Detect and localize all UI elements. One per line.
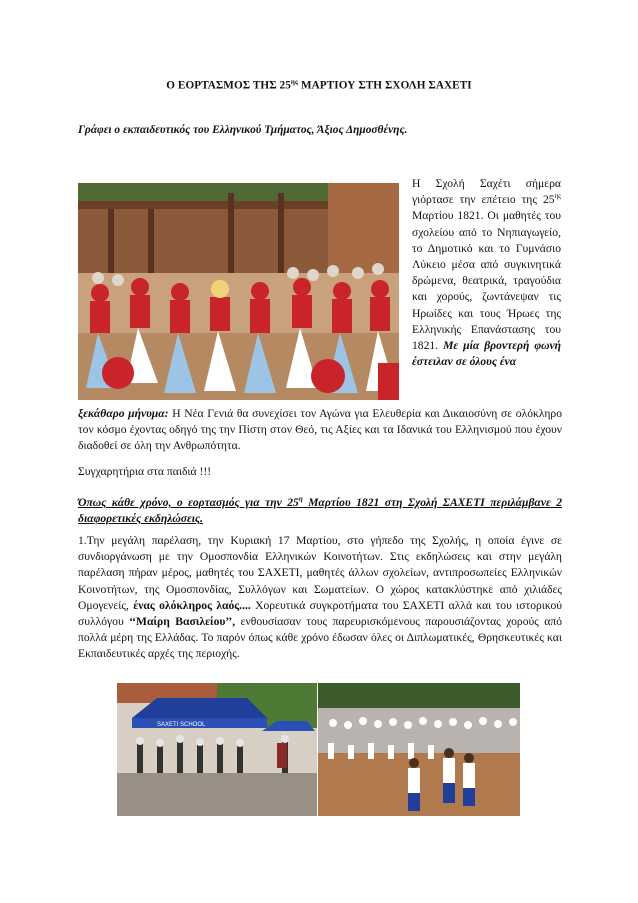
- students-field-photo: [318, 683, 520, 816]
- message-paragraph: ξεκάθαρο μήνυμα: Η Νέα Γενιά θα συνεχίσει τον Αγώνα για Ελευθερία και Δικαιοσύνη σε ολόκληρο τον κόσμο έχοντας οδηγό της την Πίστη στον Θεό, τις Αξίες και τα Ιδανικά του Ελληνισμού που έχουν διαδοθεί σε όλη την Ανθρωπότητα.: [78, 407, 562, 453]
- author-byline: Γράφει ο εκπαιδευτικός του Ελληνικού Τμήματος, Άξιος Δημοσθένης.: [78, 124, 408, 136]
- congratulations-line: Συγχαρητήρια στα παιδιά !!!: [78, 465, 212, 478]
- tent-sign: SAXETI SCHOOL: [157, 722, 206, 728]
- dance-photo: [78, 183, 399, 400]
- page-title: Ο ΕΟΡΤΑΣΜΟΣ ΤΗΣ $25^{\eta\varsigma}$ ΜΑΡΤΙΟΥ ΣΤΗ ΣΧΟΛΗ ΣΑΧΕΤΙ: [166, 78, 472, 92]
- intro-text: Η Σχολή Σαχέτι σήμερα γιόρτασε την επέτειο της $25^{\eta\varsigma}$ Μαρτίου 1821. Οι μαθητές του σχολείου από το Νηπιαγωγείο, το Δημοτικό και το Γυμνάσιο Λύκειο μέσα από συγκινητικά δρώμενα, θεατρικά, τραγούδια και χορούς, ζωντάνεψαν τις Ηρωίδες και τους Ήρωες της Ελληνικής Επανάστασης του 1821. Με μία βροντερή φωνή έστειλαν σε όλους ένα: [412, 177, 561, 369]
- events-subheading: Όπως κάθε χρόνο, ο εορτασμός για την $25^\eta$ Μαρτίου 1821 στη Σχολή ΣΑΧΕΤΙ περιλάμβανε 2 διαφορετικές εκδηλώσεις.: [78, 495, 563, 526]
- tents-photo: [117, 683, 317, 816]
- parade-paragraph: 1.Την μεγάλη παρέλαση, την Κυριακή 17 Μαρτίου, στο γήπεδο της Σχολής, η οποία έγινε σε συνδιοργάνωση με την Ομοσπονδία Ελληνικών Κοινοτήτων. Στις εκδηλώσεις και στην μεγάλη παρέλαση πήραν μέρος, μαθητές του ΣΑΧΕΤΙ, μαθητές άλλων σχολείων, αντιπροσωπείες Ελληνικών Κοινοτήτων, της Ομοσπονδίας, Συλλόγων και Σωματείων. Ο χώρος κατακλύστηκε από χιλιάδες Ομογενείς, ένας ολόκληρος λαός.... Χορευτικά συγκροτήματα του ΣΑΧΕΤΙ αλλά και του ιστορικού συλλόγου ‘‘Μαίρη Βασιλείου’’, ενθουσίασαν τους παρευρισκόμενους παρουσιάζοντας χορούς από πολλά μέρη της Ελλάδας. Το παρόν όπως κάθε χρόνο έδωσαν όλες οι Διπλωματικές, Θρησκευτικές και Εκπαιδευτικές αρχές της περιοχής.: [78, 534, 563, 661]
